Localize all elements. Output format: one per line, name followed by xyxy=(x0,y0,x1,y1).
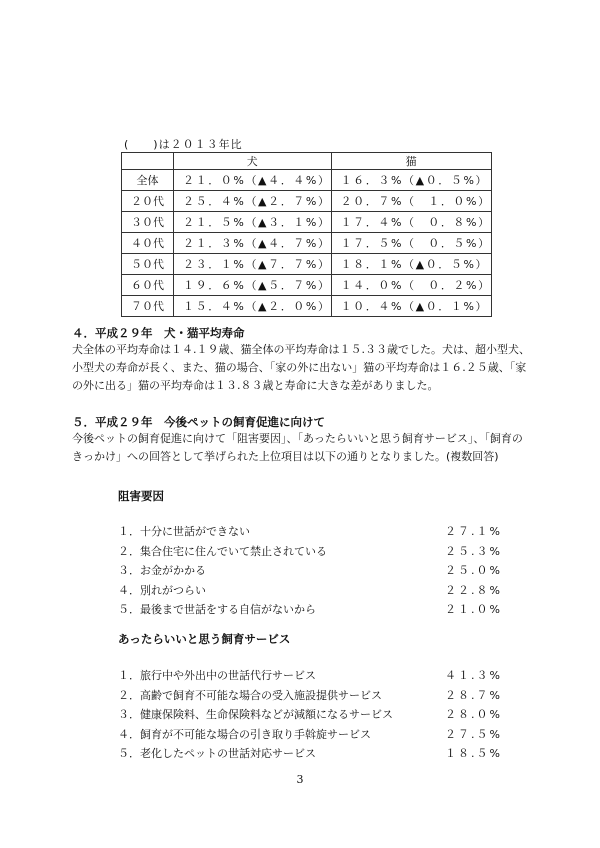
item-label: ２．集合住宅に住んでいて禁止されている xyxy=(118,544,327,558)
table-row xyxy=(122,275,492,296)
item-label: ３．健康保険料、生命保険料などが減額になるサービス xyxy=(118,708,393,721)
item-label: ３．お金がかかる xyxy=(118,564,206,577)
row-age: ７０代 xyxy=(122,296,174,317)
table-row xyxy=(122,296,492,317)
section5-heading: ５．平成２９年 今後ペットの飼育促進に向けて xyxy=(72,415,325,429)
header-corner xyxy=(122,153,174,170)
header-dog: 犬 xyxy=(174,153,332,170)
table-row xyxy=(122,254,492,275)
page-number: 3 xyxy=(296,773,304,786)
row-age: 全体 xyxy=(122,170,174,191)
row-cat-value: １８．１%（▲０．５%） xyxy=(331,254,491,275)
list-item xyxy=(118,543,502,563)
item-percent: １８.５% xyxy=(445,747,502,760)
list-item xyxy=(118,726,502,746)
item-label: １．十分に世話ができない xyxy=(118,525,250,538)
item-percent: ２７.１% xyxy=(445,525,502,538)
item-label: ５．老化したペットの世話対応サービス xyxy=(118,747,316,760)
table-row xyxy=(122,191,492,212)
item-percent: ２２.８% xyxy=(445,583,502,597)
list-item xyxy=(118,582,502,602)
list-item xyxy=(118,523,502,543)
item-label: ４．飼育が不可能な場合の引き取り手斡旋サービス xyxy=(118,727,371,741)
item-percent: ２８.７% xyxy=(445,688,502,702)
table-row xyxy=(122,233,492,254)
row-dog-value: ２３．１%（▲７．７%） xyxy=(174,254,332,275)
row-cat-value: １４．０%（ ０．２%） xyxy=(331,275,491,296)
row-cat-value: １７．５%（ ０．５%） xyxy=(331,233,491,254)
row-dog-value: １９．６%（▲５．７%） xyxy=(174,275,332,296)
row-age: ３０代 xyxy=(122,212,174,233)
table-header-row xyxy=(122,153,492,170)
obstacles-title: 阻害要因 xyxy=(118,489,164,503)
row-age: ２０代 xyxy=(122,191,174,212)
list-item xyxy=(118,706,502,726)
item-label: ５．最後まで世話をする自信がないから xyxy=(118,603,316,616)
item-percent: ２８.０% xyxy=(445,708,502,721)
item-label: １．旅行中や外出中の世話代行サービス xyxy=(118,669,316,682)
row-dog-value: ２１．３%（▲４．７%） xyxy=(174,233,332,254)
list-item xyxy=(118,687,502,707)
table-row xyxy=(122,212,492,233)
paragraph-line: の外に出る」猫の平均寿命は１３.８３歳と寿命に大きな差がありました。 xyxy=(72,379,439,392)
paragraph-line: きっかけ」への回答として挙げられた上位項目は以下の通りとなりました。(複数回答) xyxy=(72,450,499,463)
services-list xyxy=(118,667,502,765)
row-dog-value: ２１．０%（▲４．４%） xyxy=(174,170,332,191)
list-item xyxy=(118,562,502,582)
header-cat: 猫 xyxy=(331,153,491,170)
row-cat-value: １０．４%（▲０．１%） xyxy=(331,296,491,317)
item-percent: ２５.０% xyxy=(445,564,502,577)
row-dog-value: ２１．５%（▲３．１%） xyxy=(174,212,332,233)
obstacles-list xyxy=(118,523,502,621)
list-item xyxy=(118,601,502,621)
item-percent: ２１.０% xyxy=(445,603,502,616)
row-cat-value: ２０．７%（ １．０%） xyxy=(331,191,491,212)
section4-paragraph xyxy=(72,341,542,395)
item-label: ４．別れがつらい xyxy=(118,583,206,597)
row-age: ５０代 xyxy=(122,254,174,275)
row-cat-value: １７．４%（ ０．８%） xyxy=(331,212,491,233)
item-percent: ２５.３% xyxy=(445,544,502,558)
table-note: ( )は２０１３年比 xyxy=(124,138,243,151)
section5-paragraph xyxy=(72,430,542,466)
row-cat-value: １６．３%（▲０．５%） xyxy=(331,170,491,191)
row-age: ６０代 xyxy=(122,275,174,296)
paragraph-line: 小型犬の寿命が長く、また、猫の場合、「家の外に出ない」猫の平均寿命は１６.２５歳、「家 xyxy=(72,361,527,374)
item-percent: ２７.５% xyxy=(445,727,502,741)
services-title: あったらいいと思う飼育サービス xyxy=(118,632,291,646)
paragraph-line: 犬全体の平均寿命は１４.１９歳、猫全体の平均寿命は１５.３３歳でした。犬は、超小型犬、 xyxy=(72,343,530,356)
rates-table xyxy=(121,152,492,317)
list-item xyxy=(118,667,502,687)
row-age: ４０代 xyxy=(122,233,174,254)
item-label: ２．高齢で飼育不可能な場合の受入施設提供サービス xyxy=(118,688,382,702)
item-percent: ４１.３% xyxy=(445,669,502,682)
row-dog-value: ２５．４%（▲２．７%） xyxy=(174,191,332,212)
list-item xyxy=(118,745,502,765)
paragraph-line: 今後ペットの飼育促進に向けて「阻害要因」、「あったらいいと思う飼育サービス」、「飼育の xyxy=(72,432,523,445)
section4-heading: ４．平成２９年 犬・猫平均寿命 xyxy=(72,326,245,340)
row-dog-value: １５．４%（▲２．０%） xyxy=(174,296,332,317)
table-row xyxy=(122,170,492,191)
